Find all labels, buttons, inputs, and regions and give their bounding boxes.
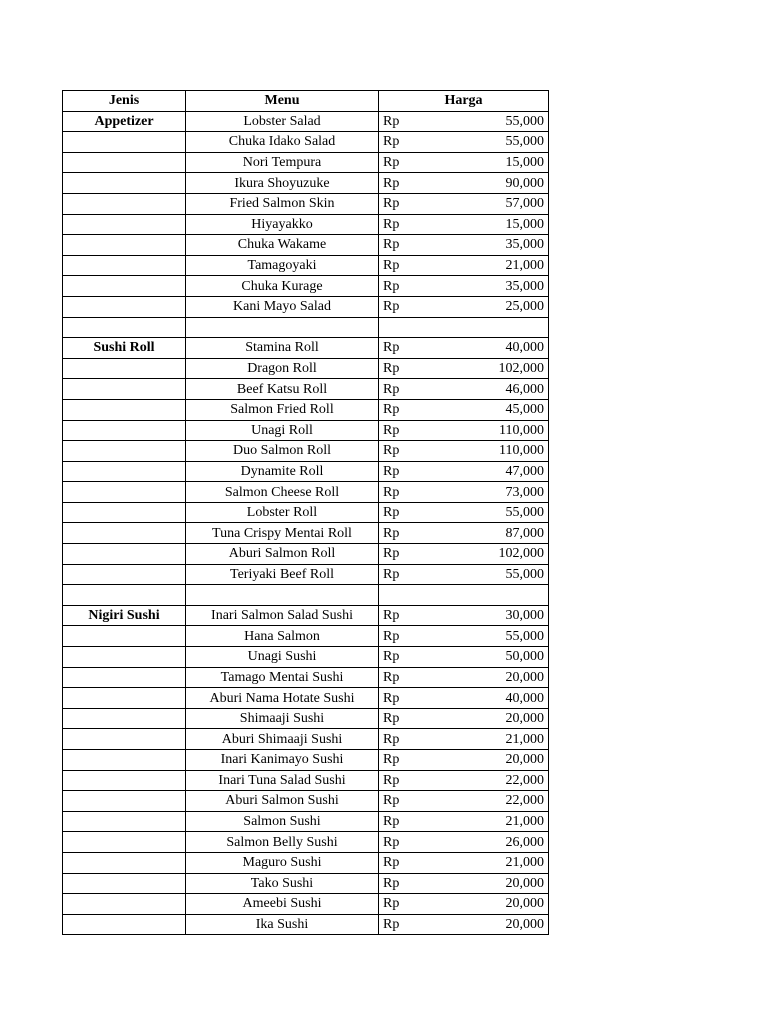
table-row (63, 770, 549, 791)
table-row (63, 811, 549, 832)
price-cell (379, 688, 549, 709)
table-row (63, 564, 549, 585)
currency-label: Rp (383, 155, 400, 171)
currency-label: Rp (383, 216, 400, 232)
currency-label: Rp (383, 525, 400, 541)
price-amount: 20,000 (505, 711, 544, 727)
price-cell (379, 235, 549, 256)
price-cell (379, 564, 549, 585)
currency-label: Rp (383, 381, 400, 397)
menu-item-name: Stamina Roll (186, 338, 379, 359)
price-amount: 21,000 (505, 731, 544, 747)
menu-item-name: Teriyaki Beef Roll (186, 564, 379, 585)
table-row (63, 358, 549, 379)
menu-item-name: Tamago Mentai Sushi (186, 667, 379, 688)
price-wrapper (383, 338, 544, 357)
price-cell (379, 832, 549, 853)
table-row (63, 605, 549, 626)
price-amount: 57,000 (505, 196, 544, 212)
price-wrapper (383, 400, 544, 419)
category-cell-empty (63, 461, 186, 482)
menu-item-name: Beef Katsu Roll (186, 379, 379, 400)
price-cell (379, 358, 549, 379)
price-cell (379, 894, 549, 915)
currency-label: Rp (383, 278, 400, 294)
price-wrapper (383, 668, 544, 687)
table-row (63, 626, 549, 647)
menu-item-name: Nori Tempura (186, 152, 379, 173)
price-cell (379, 173, 549, 194)
price-amount: 20,000 (505, 917, 544, 933)
category-cell-empty (63, 441, 186, 462)
price-wrapper (383, 544, 544, 563)
price-amount: 73,000 (505, 484, 544, 500)
table-row (63, 852, 549, 873)
category-cell-empty (63, 667, 186, 688)
menu-item-name: Inari Tuna Salad Sushi (186, 770, 379, 791)
price-amount: 102,000 (498, 546, 544, 562)
category-cell-empty (63, 647, 186, 668)
category-cell-empty (63, 750, 186, 771)
price-cell (379, 523, 549, 544)
price-wrapper (383, 441, 544, 460)
spacer-row (63, 317, 549, 338)
price-amount: 102,000 (498, 361, 544, 377)
menu-item-name: Salmon Belly Sushi (186, 832, 379, 853)
category-cell-empty (63, 688, 186, 709)
price-cell (379, 111, 549, 132)
currency-label: Rp (383, 134, 400, 150)
price-cell (379, 605, 549, 626)
table-row (63, 791, 549, 812)
table-row (63, 729, 549, 750)
price-amount: 20,000 (505, 752, 544, 768)
price-cell (379, 873, 549, 894)
currency-label: Rp (383, 402, 400, 418)
category-cell-empty (63, 420, 186, 441)
category-cell-empty (63, 358, 186, 379)
price-amount: 22,000 (505, 772, 544, 788)
price-wrapper (383, 153, 544, 172)
price-amount: 15,000 (505, 155, 544, 171)
price-wrapper (383, 812, 544, 831)
currency-label: Rp (383, 340, 400, 356)
price-amount: 45,000 (505, 402, 544, 418)
category-cell-empty (63, 564, 186, 585)
menu-item-name: Aburi Salmon Roll (186, 544, 379, 565)
category-cell-empty (63, 852, 186, 873)
spacer-row (63, 585, 549, 606)
price-wrapper (383, 771, 544, 790)
menu-item-name: Hana Salmon (186, 626, 379, 647)
currency-label: Rp (383, 814, 400, 830)
price-cell (379, 152, 549, 173)
price-wrapper (383, 112, 544, 131)
price-cell (379, 811, 549, 832)
price-amount: 40,000 (505, 340, 544, 356)
price-amount: 35,000 (505, 278, 544, 294)
menu-item-name: Aburi Shimaaji Sushi (186, 729, 379, 750)
price-amount: 21,000 (505, 855, 544, 871)
table-row (63, 441, 549, 462)
currency-label: Rp (383, 834, 400, 850)
currency-label: Rp (383, 546, 400, 562)
menu-item-name: Inari Salmon Salad Sushi (186, 605, 379, 626)
menu-item-name: Chuka Kurage (186, 276, 379, 297)
price-wrapper (383, 235, 544, 254)
price-wrapper (383, 483, 544, 502)
table-row (63, 873, 549, 894)
price-cell (379, 338, 549, 359)
menu-item-name: Ikura Shoyuzuke (186, 173, 379, 194)
price-wrapper (383, 565, 544, 584)
menu-item-name: Tako Sushi (186, 873, 379, 894)
price-wrapper (383, 874, 544, 893)
price-cell (379, 276, 549, 297)
table-row (63, 482, 549, 503)
price-amount: 20,000 (505, 875, 544, 891)
price-amount: 110,000 (499, 443, 544, 459)
price-cell (379, 461, 549, 482)
table-row (63, 132, 549, 153)
menu-item-name: Aburi Salmon Sushi (186, 791, 379, 812)
price-amount: 30,000 (505, 608, 544, 624)
table-row (63, 461, 549, 482)
category-cell-empty (63, 894, 186, 915)
currency-label: Rp (383, 628, 400, 644)
empty-cell (63, 317, 186, 338)
menu-item-name: Tamagoyaki (186, 255, 379, 276)
table-row (63, 173, 549, 194)
currency-label: Rp (383, 793, 400, 809)
menu-item-name: Inari Kanimayo Sushi (186, 750, 379, 771)
currency-label: Rp (383, 175, 400, 191)
menu-item-name: Salmon Cheese Roll (186, 482, 379, 503)
currency-label: Rp (383, 505, 400, 521)
category-cell-empty (63, 523, 186, 544)
category-label: Nigiri Sushi (63, 605, 186, 626)
price-cell (379, 193, 549, 214)
menu-item-name: Hiyayakko (186, 214, 379, 235)
price-amount: 35,000 (505, 237, 544, 253)
menu-item-name: Salmon Sushi (186, 811, 379, 832)
category-cell-empty (63, 914, 186, 935)
header-menu: Menu (186, 91, 379, 112)
price-cell (379, 791, 549, 812)
category-cell-empty (63, 255, 186, 276)
header-jenis: Jenis (63, 91, 186, 112)
currency-label: Rp (383, 299, 400, 315)
table-row (63, 914, 549, 935)
price-wrapper (383, 380, 544, 399)
category-cell-empty (63, 832, 186, 853)
price-cell (379, 667, 549, 688)
table-row (63, 379, 549, 400)
menu-item-name: Chuka Wakame (186, 235, 379, 256)
price-wrapper (383, 915, 544, 934)
price-wrapper (383, 833, 544, 852)
price-amount: 50,000 (505, 649, 544, 665)
category-cell-empty (63, 482, 186, 503)
price-amount: 21,000 (505, 814, 544, 830)
price-amount: 55,000 (505, 113, 544, 129)
table-row (63, 399, 549, 420)
table-row (63, 296, 549, 317)
category-cell-empty (63, 132, 186, 153)
price-cell (379, 770, 549, 791)
menu-item-name: Dragon Roll (186, 358, 379, 379)
menu-item-name: Duo Salmon Roll (186, 441, 379, 462)
price-cell (379, 729, 549, 750)
price-amount: 90,000 (505, 175, 544, 191)
table-row (63, 708, 549, 729)
price-wrapper (383, 359, 544, 378)
category-cell-empty (63, 502, 186, 523)
header-harga: Harga (379, 91, 549, 112)
category-cell-empty (63, 235, 186, 256)
price-cell (379, 255, 549, 276)
category-cell-empty (63, 770, 186, 791)
price-wrapper (383, 791, 544, 810)
table-row (63, 193, 549, 214)
menu-item-name: Ameebi Sushi (186, 894, 379, 915)
currency-label: Rp (383, 669, 400, 685)
menu-item-name: Tuna Crispy Mentai Roll (186, 523, 379, 544)
price-wrapper (383, 462, 544, 481)
price-wrapper (383, 215, 544, 234)
category-cell-empty (63, 811, 186, 832)
currency-label: Rp (383, 711, 400, 727)
table-row (63, 235, 549, 256)
menu-item-name: Shimaaji Sushi (186, 708, 379, 729)
menu-body (63, 111, 549, 935)
price-cell (379, 544, 549, 565)
price-amount: 26,000 (505, 834, 544, 850)
menu-item-name: Fried Salmon Skin (186, 193, 379, 214)
price-amount: 55,000 (505, 566, 544, 582)
currency-label: Rp (383, 484, 400, 500)
price-cell (379, 399, 549, 420)
price-amount: 47,000 (505, 463, 544, 479)
price-amount: 40,000 (505, 690, 544, 706)
price-wrapper (383, 256, 544, 275)
price-wrapper (383, 421, 544, 440)
currency-label: Rp (383, 113, 400, 129)
category-cell-empty (63, 873, 186, 894)
category-cell-empty (63, 708, 186, 729)
menu-item-name: Chuka Idako Salad (186, 132, 379, 153)
price-cell (379, 214, 549, 235)
menu-price-table (62, 90, 549, 935)
price-wrapper (383, 894, 544, 913)
empty-cell (186, 585, 379, 606)
price-wrapper (383, 853, 544, 872)
menu-item-name: Kani Mayo Salad (186, 296, 379, 317)
currency-label: Rp (383, 258, 400, 274)
table-row (63, 688, 549, 709)
table-row (63, 338, 549, 359)
table-row (63, 214, 549, 235)
price-amount: 20,000 (505, 896, 544, 912)
currency-label: Rp (383, 443, 400, 459)
price-amount: 22,000 (505, 793, 544, 809)
category-cell-empty (63, 276, 186, 297)
currency-label: Rp (383, 566, 400, 582)
table-row (63, 276, 549, 297)
empty-cell (186, 317, 379, 338)
category-cell-empty (63, 399, 186, 420)
price-cell (379, 852, 549, 873)
empty-cell (379, 585, 549, 606)
category-cell-empty (63, 193, 186, 214)
price-amount: 15,000 (505, 216, 544, 232)
currency-label: Rp (383, 855, 400, 871)
menu-item-name: Dynamite Roll (186, 461, 379, 482)
price-wrapper (383, 297, 544, 316)
table-row (63, 667, 549, 688)
price-amount: 25,000 (505, 299, 544, 315)
price-amount: 110,000 (499, 422, 544, 438)
currency-label: Rp (383, 917, 400, 933)
currency-label: Rp (383, 752, 400, 768)
price-cell (379, 132, 549, 153)
price-cell (379, 914, 549, 935)
table-row (63, 152, 549, 173)
table-row (63, 894, 549, 915)
menu-item-name: Salmon Fried Roll (186, 399, 379, 420)
category-label: Appetizer (63, 111, 186, 132)
price-amount: 87,000 (505, 525, 544, 541)
price-wrapper (383, 524, 544, 543)
currency-label: Rp (383, 649, 400, 665)
price-cell (379, 750, 549, 771)
currency-label: Rp (383, 896, 400, 912)
price-amount: 21,000 (505, 258, 544, 274)
price-wrapper (383, 627, 544, 646)
price-cell (379, 441, 549, 462)
price-amount: 20,000 (505, 669, 544, 685)
price-amount: 55,000 (505, 505, 544, 521)
price-amount: 55,000 (505, 628, 544, 644)
price-wrapper (383, 689, 544, 708)
currency-label: Rp (383, 772, 400, 788)
price-wrapper (383, 606, 544, 625)
table-row (63, 523, 549, 544)
currency-label: Rp (383, 731, 400, 747)
category-cell-empty (63, 214, 186, 235)
price-cell (379, 626, 549, 647)
table-row (63, 255, 549, 276)
currency-label: Rp (383, 422, 400, 438)
menu-item-name: Unagi Roll (186, 420, 379, 441)
menu-item-name: Lobster Salad (186, 111, 379, 132)
price-cell (379, 647, 549, 668)
header-row (63, 91, 549, 112)
table-row (63, 111, 549, 132)
price-wrapper (383, 503, 544, 522)
table-row (63, 647, 549, 668)
currency-label: Rp (383, 196, 400, 212)
price-wrapper (383, 194, 544, 213)
price-wrapper (383, 132, 544, 151)
price-cell (379, 502, 549, 523)
currency-label: Rp (383, 463, 400, 479)
price-amount: 46,000 (505, 381, 544, 397)
price-wrapper (383, 647, 544, 666)
price-cell (379, 379, 549, 400)
menu-item-name: Lobster Roll (186, 502, 379, 523)
price-cell (379, 708, 549, 729)
menu-item-name: Maguro Sushi (186, 852, 379, 873)
price-cell (379, 296, 549, 317)
table-row (63, 832, 549, 853)
category-cell-empty (63, 173, 186, 194)
price-wrapper (383, 709, 544, 728)
empty-cell (63, 585, 186, 606)
category-cell-empty (63, 544, 186, 565)
menu-item-name: Aburi Nama Hotate Sushi (186, 688, 379, 709)
category-cell-empty (63, 379, 186, 400)
table-row (63, 750, 549, 771)
price-amount: 55,000 (505, 134, 544, 150)
currency-label: Rp (383, 875, 400, 891)
empty-cell (379, 317, 549, 338)
currency-label: Rp (383, 361, 400, 377)
category-cell-empty (63, 791, 186, 812)
table-row (63, 502, 549, 523)
category-cell-empty (63, 152, 186, 173)
category-cell-empty (63, 729, 186, 750)
category-cell-empty (63, 626, 186, 647)
price-wrapper (383, 174, 544, 193)
price-cell (379, 420, 549, 441)
table-row (63, 544, 549, 565)
currency-label: Rp (383, 608, 400, 624)
currency-label: Rp (383, 237, 400, 253)
menu-item-name: Ika Sushi (186, 914, 379, 935)
category-label: Sushi Roll (63, 338, 186, 359)
currency-label: Rp (383, 690, 400, 706)
table-row (63, 420, 549, 441)
price-wrapper (383, 750, 544, 769)
category-cell-empty (63, 296, 186, 317)
price-cell (379, 482, 549, 503)
menu-item-name: Unagi Sushi (186, 647, 379, 668)
price-wrapper (383, 277, 544, 296)
price-wrapper (383, 730, 544, 749)
